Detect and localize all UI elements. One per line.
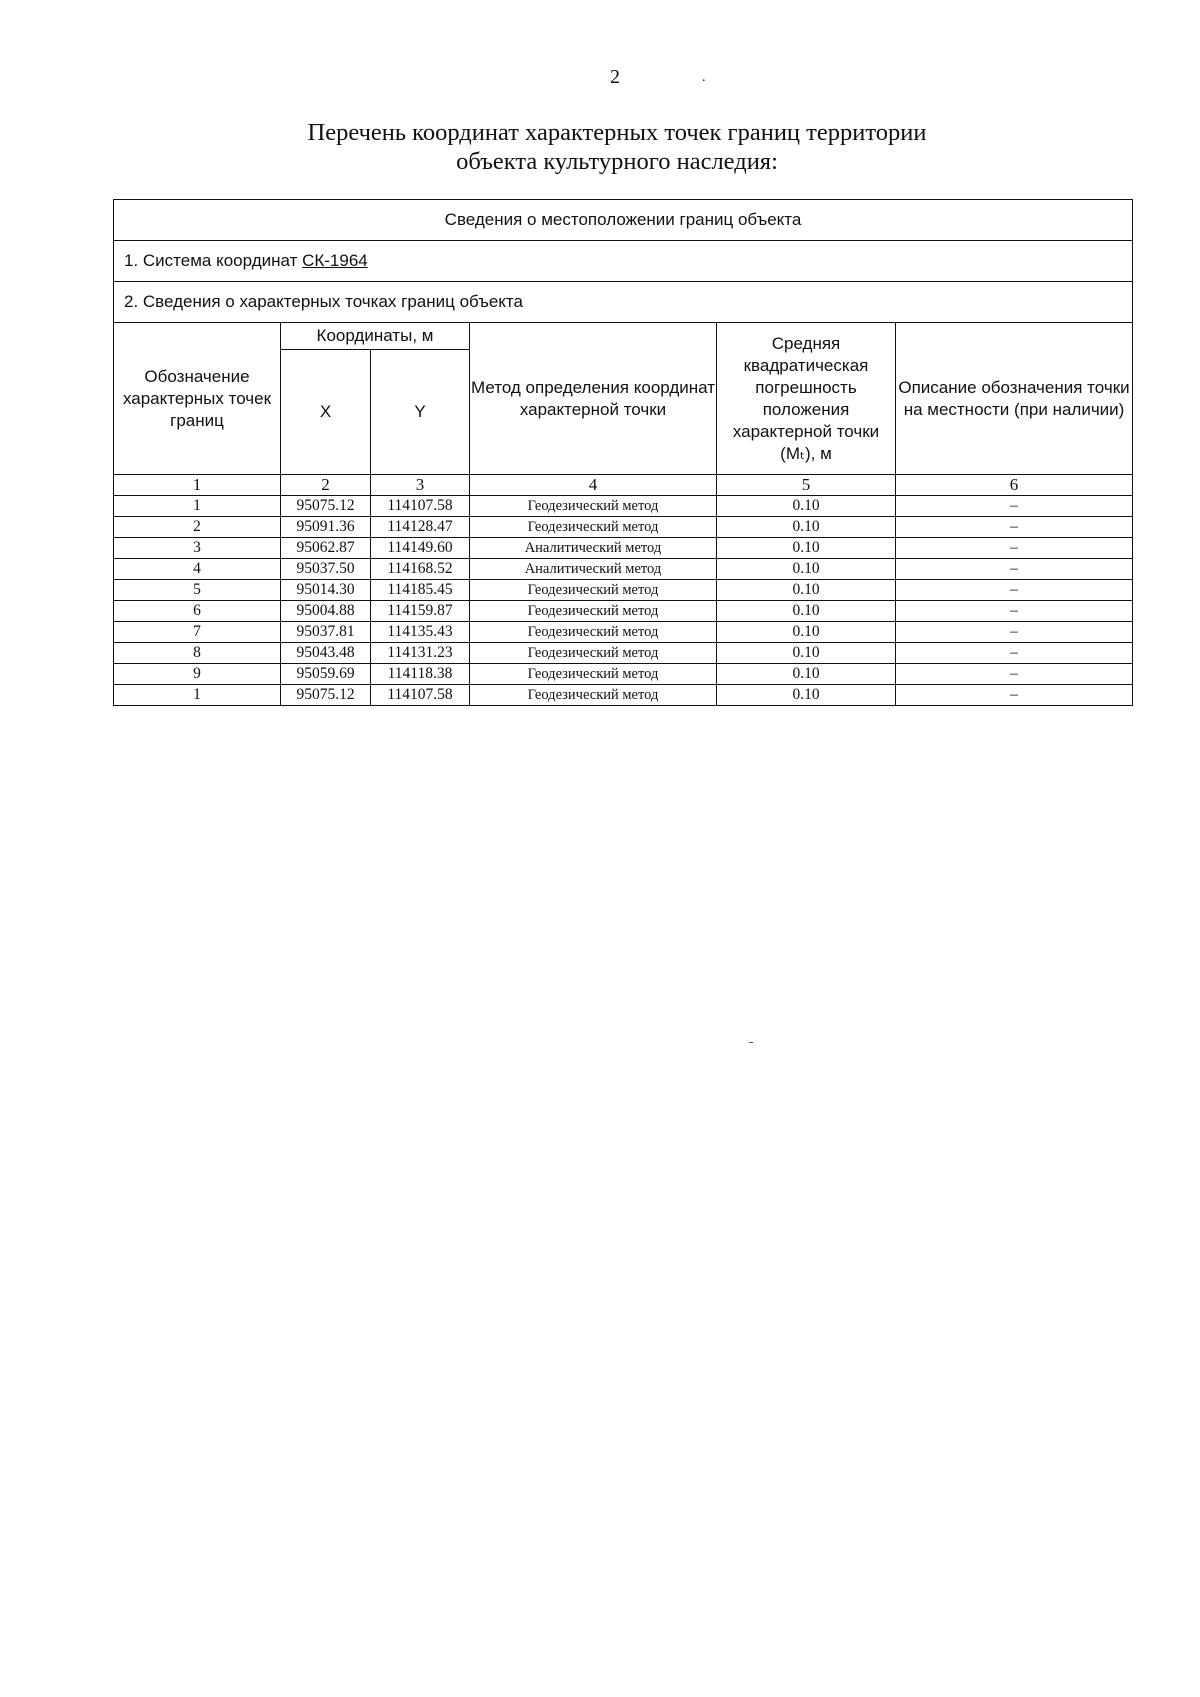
- method-cell: Геодезический метод: [470, 517, 717, 538]
- title-line-2: объекта культурного наследия:: [456, 148, 778, 175]
- header-designation: Обозначение характерных точек границ: [114, 323, 281, 475]
- table-body: [114, 496, 1133, 706]
- table-row: [114, 538, 1133, 559]
- title-line-1: Перечень координат характерных точек границ территории: [307, 119, 927, 146]
- y-coordinate-cell: 114168.52: [371, 559, 470, 580]
- header-x: X: [281, 350, 371, 475]
- point-cell: 8: [114, 643, 281, 664]
- method-cell: Аналитический метод: [470, 559, 717, 580]
- error-cell: 0.10: [717, 664, 896, 685]
- table-row: [114, 685, 1133, 706]
- point-cell: 9: [114, 664, 281, 685]
- table-row: [114, 601, 1133, 622]
- scan-artifact-dot: .: [702, 70, 706, 85]
- description-cell: –: [896, 643, 1133, 664]
- description-cell: –: [896, 664, 1133, 685]
- method-cell: Геодезический метод: [470, 685, 717, 706]
- y-coordinate-cell: 114135.43: [371, 622, 470, 643]
- x-coordinate-cell: 95037.81: [281, 622, 371, 643]
- column-numbers-row: [114, 475, 1133, 496]
- page-number: 2: [610, 66, 620, 88]
- point-cell: 1: [114, 496, 281, 517]
- column-number: 6: [896, 475, 1133, 496]
- header-coordinates: Координаты, м: [281, 323, 470, 350]
- method-cell: Геодезический метод: [470, 643, 717, 664]
- coordinate-system-label: 1. Система координат: [124, 251, 303, 270]
- column-number: 3: [371, 475, 470, 496]
- error-cell: 0.10: [717, 538, 896, 559]
- method-cell: Геодезический метод: [470, 601, 717, 622]
- x-coordinate-cell: 95014.30: [281, 580, 371, 601]
- table-row: [114, 580, 1133, 601]
- y-coordinate-cell: 114128.47: [371, 517, 470, 538]
- header-y: Y: [371, 350, 470, 475]
- y-coordinate-cell: 114149.60: [371, 538, 470, 559]
- y-coordinate-cell: 114159.87: [371, 601, 470, 622]
- description-cell: –: [896, 685, 1133, 706]
- error-cell: 0.10: [717, 685, 896, 706]
- table-row: [114, 622, 1133, 643]
- point-cell: 7: [114, 622, 281, 643]
- error-cell: 0.10: [717, 622, 896, 643]
- points-section-label: 2. Сведения о характерных точках границ объекта: [114, 282, 1133, 323]
- table-row: [114, 643, 1133, 664]
- x-coordinate-cell: 95059.69: [281, 664, 371, 685]
- point-cell: 4: [114, 559, 281, 580]
- point-cell: 6: [114, 601, 281, 622]
- section-title: Сведения о местоположении границ объекта: [114, 200, 1133, 241]
- header-error: Средняя квадратическая погрешность положения характерной точки (Mₜ), м: [717, 323, 896, 475]
- x-coordinate-cell: 95091.36: [281, 517, 371, 538]
- x-coordinate-cell: 95062.87: [281, 538, 371, 559]
- error-cell: 0.10: [717, 517, 896, 538]
- method-cell: Геодезический метод: [470, 622, 717, 643]
- error-cell: 0.10: [717, 580, 896, 601]
- method-cell: Аналитический метод: [470, 538, 717, 559]
- y-coordinate-cell: 114185.45: [371, 580, 470, 601]
- x-coordinate-cell: 95075.12: [281, 685, 371, 706]
- error-cell: 0.10: [717, 601, 896, 622]
- method-cell: Геодезический метод: [470, 496, 717, 517]
- x-coordinate-cell: 95004.88: [281, 601, 371, 622]
- boundary-coordinates-table: [113, 199, 1133, 706]
- table-row: [114, 559, 1133, 580]
- description-cell: –: [896, 538, 1133, 559]
- description-cell: –: [896, 517, 1133, 538]
- error-cell: 0.10: [717, 559, 896, 580]
- table-row: [114, 517, 1133, 538]
- column-number: 5: [717, 475, 896, 496]
- table-row: [114, 496, 1133, 517]
- description-cell: –: [896, 580, 1133, 601]
- description-cell: –: [896, 622, 1133, 643]
- method-cell: Геодезический метод: [470, 664, 717, 685]
- x-coordinate-cell: 95075.12: [281, 496, 371, 517]
- header-method: Метод определения координат характерной точки: [470, 323, 717, 475]
- coordinate-system-value: СК-1964: [302, 251, 368, 270]
- point-cell: 2: [114, 517, 281, 538]
- method-cell: Геодезический метод: [470, 580, 717, 601]
- description-cell: –: [896, 601, 1133, 622]
- point-cell: 5: [114, 580, 281, 601]
- point-cell: 3: [114, 538, 281, 559]
- y-coordinate-cell: 114131.23: [371, 643, 470, 664]
- point-cell: 1: [114, 685, 281, 706]
- coordinate-system-row: [114, 241, 1133, 282]
- error-cell: 0.10: [717, 496, 896, 517]
- table-row: [114, 664, 1133, 685]
- description-cell: –: [896, 559, 1133, 580]
- y-coordinate-cell: 114107.58: [371, 496, 470, 517]
- y-coordinate-cell: 114118.38: [371, 664, 470, 685]
- document-title: [0, 118, 1200, 176]
- x-coordinate-cell: 95043.48: [281, 643, 371, 664]
- header-description: Описание обозначения точки на местности (при наличии): [896, 323, 1133, 475]
- y-coordinate-cell: 114107.58: [371, 685, 470, 706]
- column-number: 2: [281, 475, 371, 496]
- x-coordinate-cell: 95037.50: [281, 559, 371, 580]
- column-number: 4: [470, 475, 717, 496]
- column-number: 1: [114, 475, 281, 496]
- description-cell: –: [896, 496, 1133, 517]
- scan-artifact-mark: [749, 1042, 753, 1043]
- error-cell: 0.10: [717, 643, 896, 664]
